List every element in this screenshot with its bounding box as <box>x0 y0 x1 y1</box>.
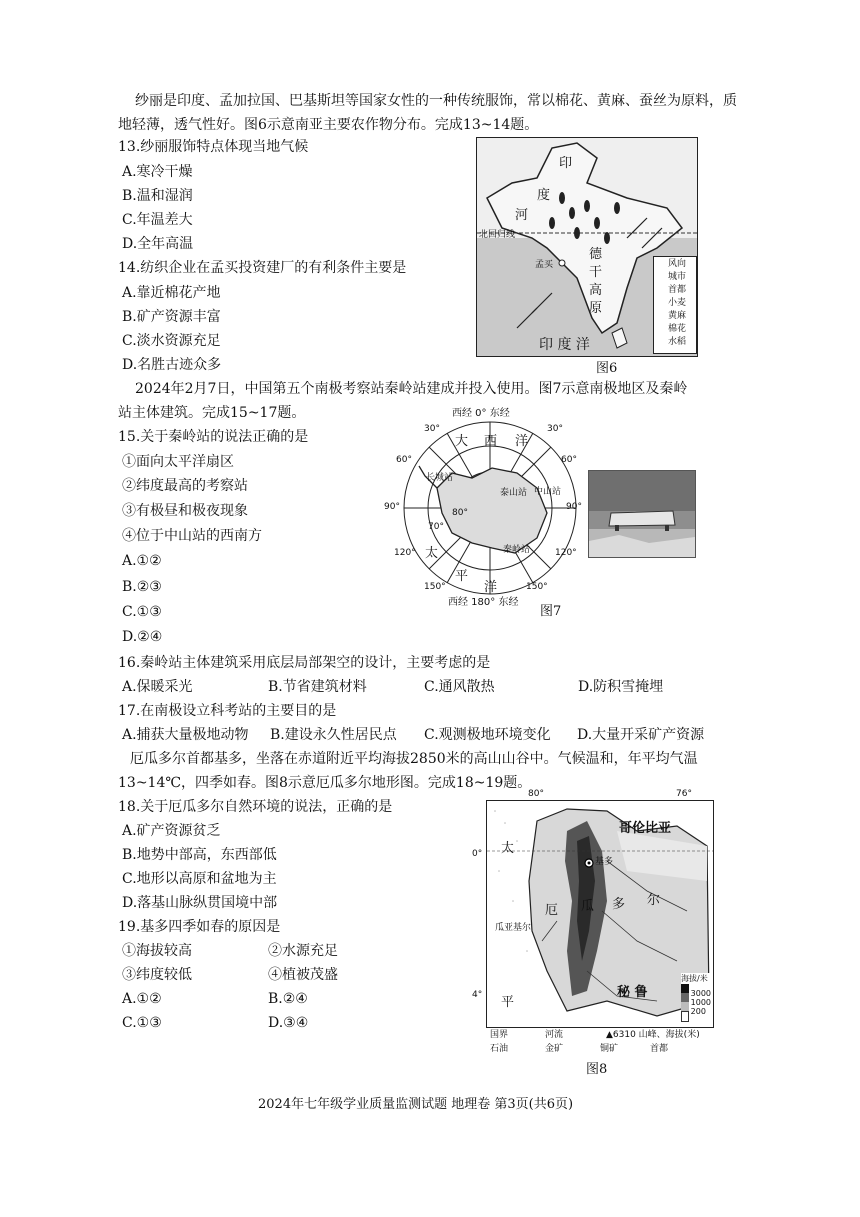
q16-option-d[interactable]: D.防积雪掩埋 <box>578 679 664 695</box>
fig8-legend-capital: 首都 <box>650 1044 669 1054</box>
fig7-label-yang-2: 洋 <box>484 580 498 595</box>
fig6-label-yin: 印 <box>559 156 573 171</box>
fig8-caption: 图8 <box>586 1062 608 1077</box>
fig7-label-da: 大 <box>455 434 469 449</box>
q18-option-a[interactable]: A.矿产资源贫乏 <box>122 823 221 839</box>
intro1-line1: 纱丽是印度、孟加拉国、巴基斯坦等国家女性的一种传统服饰，常以棉花、黄麻、蚕丝为原料，质 <box>135 93 737 109</box>
fig7-lon-left-120: 120° <box>394 548 416 558</box>
fig8-label-gua: 瓜 <box>581 899 595 914</box>
q14-option-b[interactable]: B.矿产资源丰富 <box>122 309 221 325</box>
legend-cotton: 棉花 <box>668 324 687 334</box>
q13-option-d[interactable]: D.全年高温 <box>122 236 194 252</box>
fig7-changcheng-label: 长城站 <box>426 473 454 483</box>
qinling-station-photo <box>588 470 696 558</box>
fig7-lon-left-90: 90° <box>384 502 400 512</box>
q19-statement-4: ④植被茂盛 <box>268 967 338 983</box>
intro2-line1: 2024年2月7日，中国第五个南极考察站秦岭站建成并投入使用。图7示意南极地区及秦岭 <box>135 381 688 397</box>
fig7-lon-left-150: 150° <box>424 582 446 592</box>
q19-option-a[interactable]: A.①② <box>122 991 162 1007</box>
fig7-lat-80: 80° <box>452 508 468 518</box>
q14-option-c[interactable]: C.淡水资源充足 <box>122 333 221 349</box>
q15-statement-1: ①面向太平洋扇区 <box>122 454 234 470</box>
intro2-line2: 站主体建筑。完成15~17题。 <box>118 405 306 421</box>
q16-option-b[interactable]: B.节省建筑材料 <box>268 679 367 695</box>
q15-statement-2: ②纬度最高的考察站 <box>122 478 248 494</box>
fig8-colombia-label: 哥伦比亚 <box>619 821 672 836</box>
fig7-lon-right-150: 150° <box>526 582 548 592</box>
ecuador-terrain-map <box>487 801 713 1027</box>
q19-option-c[interactable]: C.①③ <box>122 1015 162 1031</box>
fig7-label-xi: 西 <box>484 434 498 449</box>
elevation-200: 200 <box>690 1007 706 1016</box>
fig8-legend-peak: ▲6310 山峰、海拔(米) <box>606 1030 700 1040</box>
fig7-qinling-label: 秦岭站 <box>503 545 531 555</box>
elevation-3000: 3000 <box>690 989 711 998</box>
q13-stem: 13.纱丽服饰特点体现当地气候 <box>118 139 309 155</box>
q15-statement-4: ④位于中山站的西南方 <box>122 528 262 544</box>
fig8-legend-oil: 石油 <box>490 1044 509 1054</box>
q19-option-b[interactable]: B.②④ <box>268 991 308 1007</box>
fig6-mumbai-label: 孟买 <box>535 260 554 270</box>
legend-jute: 黄麻 <box>668 311 687 321</box>
fig7-lon-right-90: 90° <box>566 502 582 512</box>
q19-statement-1: ①海拔较高 <box>122 943 192 959</box>
legend-capital: 首都 <box>668 285 687 295</box>
qinling-building-image <box>589 471 695 557</box>
q19-stem: 19.基多四季如春的原因是 <box>118 919 281 935</box>
fig7-lon-left-60: 60° <box>396 455 412 465</box>
fig8-legend-copper: 铜矿 <box>600 1044 619 1054</box>
fig7-label-tai: 太 <box>425 546 439 561</box>
q13-option-b[interactable]: B.温和湿润 <box>122 188 193 204</box>
q15-option-a[interactable]: A.①② <box>122 553 162 569</box>
q15-option-d[interactable]: D.②④ <box>122 629 163 645</box>
fig6-caption: 图6 <box>596 361 618 376</box>
fig8-label-er: 尔 <box>647 893 661 908</box>
fig6-label-yuan: 原 <box>589 301 603 316</box>
fig7-label-yang-1: 洋 <box>515 434 529 449</box>
q17-option-b[interactable]: B.建设永久性居民点 <box>270 727 397 743</box>
fig8-lat-4: 4° <box>472 990 483 1000</box>
q17-stem: 17.在南极设立科考站的主要目的是 <box>118 703 337 719</box>
fig7-top-label: 西经 0° 东经 <box>452 408 510 419</box>
q18-stem: 18.关于厄瓜多尔自然环境的说法，正确的是 <box>118 799 393 815</box>
q15-stem: 15.关于秦岭站的说法正确的是 <box>118 429 309 445</box>
fig7-lon-right-30: 30° <box>547 424 563 434</box>
fig6-tropic-label: 北回归线 <box>479 230 516 240</box>
fig8-label-e: 厄 <box>545 903 559 918</box>
q17-option-a[interactable]: A.捕获大量极地动物 <box>122 727 249 743</box>
fig7-taishan-label: 泰山站 <box>500 488 528 498</box>
fig6-label-gan: 干 <box>589 265 603 280</box>
figure-6-map <box>476 137 698 357</box>
q15-option-b[interactable]: B.②③ <box>122 579 162 595</box>
q19-option-d[interactable]: D.③④ <box>268 1015 309 1031</box>
legend-city: 城市 <box>668 272 687 282</box>
elevation-1000: 1000 <box>690 998 711 1007</box>
intro3-line2: 13~14℃，四季如春。图8示意厄瓜多尔地形图。完成18~19题。 <box>118 775 532 791</box>
q19-statement-3: ③纬度较低 <box>122 967 192 983</box>
legend-rice: 水稻 <box>668 337 687 347</box>
fig8-lat-0: 0° <box>472 849 483 859</box>
fig6-label-he: 河 <box>515 208 529 223</box>
q18-option-d[interactable]: D.落基山脉纵贯国境中部 <box>122 895 278 911</box>
fig6-label-gao: 高 <box>589 283 603 298</box>
fig7-zhongshan-label: 中山站 <box>534 487 562 497</box>
q15-option-c[interactable]: C.①③ <box>122 604 162 620</box>
fig8-label-tai: 太 <box>501 841 515 856</box>
fig6-legend <box>653 256 697 354</box>
legend-wind: 风向 <box>668 259 687 269</box>
q16-stem: 16.秦岭站主体建筑采用底层局部架空的设计，主要考虑的是 <box>118 655 491 671</box>
fig8-label-duo: 多 <box>612 897 626 912</box>
q18-option-c[interactable]: C.地形以高原和盆地为主 <box>122 871 277 887</box>
legend-wheat: 小麦 <box>668 298 687 308</box>
fig8-legend-gold: 金矿 <box>545 1044 564 1054</box>
fig8-lon-76: 76° <box>676 789 692 799</box>
fig7-label-ping: 平 <box>455 569 469 584</box>
fig6-label-de: 德 <box>589 247 603 262</box>
fig8-peru-label: 秘 鲁 <box>617 985 648 1000</box>
fig8-legend-border: 国界 <box>490 1030 509 1040</box>
fig7-lon-left-30: 30° <box>424 424 440 434</box>
fig8-guayaquil-label: 瓜亚基尔 <box>495 923 532 933</box>
fig7-lat-70: 70° <box>428 522 444 532</box>
q17-option-c[interactable]: C.观测极地环境变化 <box>424 727 551 743</box>
fig8-lon-80: 80° <box>528 789 544 799</box>
q14-option-a[interactable]: A.靠近棉花产地 <box>122 285 221 301</box>
intro1-line2: 地轻薄，透气性好。图6示意南亚主要农作物分布。完成13~14题。 <box>118 117 539 133</box>
q13-option-a[interactable]: A.寒冷干燥 <box>122 164 193 180</box>
q17-option-d[interactable]: D.大量开采矿产资源 <box>577 727 705 743</box>
fig7-bottom-label: 西经 180° 东经 <box>448 597 519 608</box>
fig6-label-du: 度 <box>537 188 551 203</box>
q18-option-b[interactable]: B.地势中部高，东西部低 <box>122 847 277 863</box>
q16-option-a[interactable]: A.保暖采光 <box>122 679 193 695</box>
fig7-caption: 图7 <box>540 604 562 619</box>
q16-option-c[interactable]: C.通风散热 <box>424 679 495 695</box>
fig7-lon-right-60: 60° <box>561 455 577 465</box>
fig8-elevation-legend <box>681 973 711 1025</box>
q15-statement-3: ③有极昼和极夜现象 <box>122 503 248 519</box>
intro3-line1: 厄瓜多尔首都基多，坐落在赤道附近平均海拔2850米的高山山谷中。气候温和，年平均气温 <box>130 751 698 767</box>
fig6-ocean-label: 印 度 洋 <box>539 337 590 353</box>
fig8-quito-label: 基多 <box>595 857 614 867</box>
fig8-label-ping: 平 <box>501 995 515 1010</box>
fig8-legend-river: 河流 <box>545 1030 564 1040</box>
q13-option-c[interactable]: C.年温差大 <box>122 212 193 228</box>
q14-option-d[interactable]: D.名胜古迹众多 <box>122 357 222 373</box>
figure-8-map <box>486 800 714 1028</box>
elevation-title: 海拔/米 <box>681 974 708 983</box>
q19-statement-2: ②水源充足 <box>268 943 338 959</box>
fig7-lon-right-120: 120° <box>555 548 577 558</box>
page-footer: 2024年七年级学业质量监测试题 地理卷 第3页(共6页) <box>258 1097 574 1112</box>
q14-stem: 14.纺织企业在孟买投资建厂的有利条件主要是 <box>118 260 407 276</box>
